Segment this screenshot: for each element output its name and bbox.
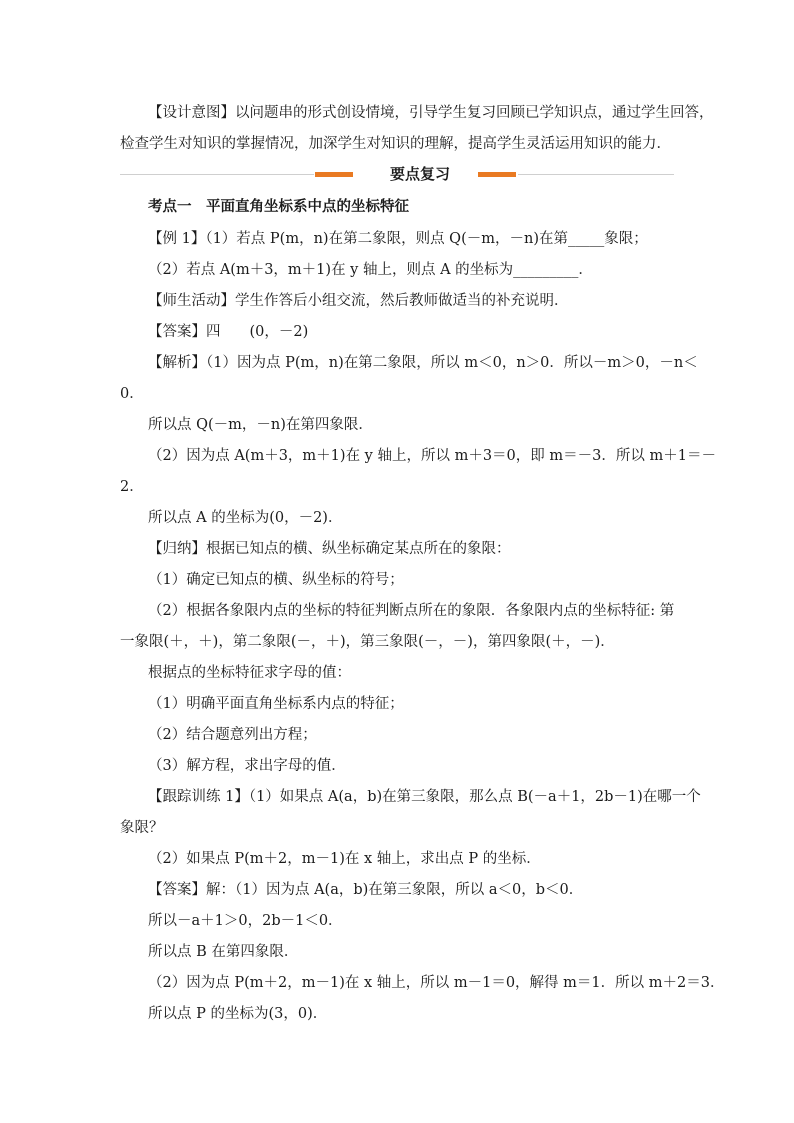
analysis-1-line-a: 【解析】（1）因为点 P(m，n)在第二象限，所以 m＜0，n＞0．所以－m＞0，－n＜	[148, 355, 698, 371]
design-intent-line-2: 检查学生对知识的掌握情况，加深学生对知识的理解，提高学生灵活运用知识的能力．	[120, 136, 671, 152]
header-accent-bar-right	[478, 172, 516, 177]
summary-point-3: （3）解方程，求出字母的值．	[148, 758, 346, 774]
practice-1-answer-3: 所以点 B 在第四象限．	[148, 944, 299, 960]
header-rule-left	[120, 174, 314, 175]
practice-1-answer-4: （2）因为点 P(m＋2，m－1)在 x 轴上，所以 m－1＝0，解得 m＝1．所以 m＋2＝3．	[148, 975, 725, 991]
practice-1-q1a: 【跟踪训练 1】（1）如果点 A(a，b)在第三象限，那么点 B(－a＋1，2b－1)在哪一个	[148, 789, 701, 805]
practice-1-answer-5: 所以点 P 的坐标为(3，0)．	[148, 1006, 328, 1022]
kaodian-heading: 考点一 平面直角坐标系中点的坐标特征	[148, 198, 409, 215]
example-1-q2: （2）若点 A(m＋3，m＋1)在 y 轴上，则点 A 的坐标为_________．	[148, 262, 593, 278]
summary-step-1: （1）确定已知点的横、纵坐标的符号；	[148, 572, 404, 588]
summary-point-2: （2）结合题意列出方程；	[148, 727, 317, 743]
analysis-1-line-b: 0．	[120, 386, 144, 402]
practice-1-answer-2: 所以－a＋1＞0，2b－1＜0．	[148, 913, 343, 929]
example-1-q1: 【例 1】（1）若点 P(m，n)在第二象限，则点 Q(－m，－n)在第_____象限；	[148, 231, 648, 247]
practice-1-q2: （2）如果点 P(m＋2，m－1)在 x 轴上，求出点 P 的坐标．	[148, 851, 541, 867]
practice-1-q1b: 象限？	[120, 820, 164, 836]
design-intent-line-1: 【设计意图】以问题串的形式创设情境，引导学生复习回顾已学知识点，通过学生回答，	[148, 105, 714, 121]
analysis-1-line-c: 所以点 Q(－m，－n)在第四象限．	[148, 417, 373, 433]
section-title: 要点复习	[389, 165, 450, 183]
practice-1-answer-1: 【答案】解：（1）因为点 A(a，b)在第三象限，所以 a＜0，b＜0．	[148, 882, 584, 898]
section-header	[120, 160, 674, 190]
summary-point-1: （1）明确平面直角坐标系内点的特征；	[148, 696, 404, 712]
analysis-2-line-c: 所以点 A 的坐标为(0，－2)．	[148, 510, 343, 526]
summary-title: 【归纳】根据已知点的横、纵坐标确定某点所在的象限：	[148, 541, 511, 557]
summary-step-2b: 一象限(＋，＋)，第二象限(－，＋)，第三象限(－，－)，第四象限(＋，－)．	[120, 634, 615, 650]
example-1-answer: 【答案】四 (0，－2)	[148, 324, 309, 340]
header-accent-bar-left	[315, 172, 353, 177]
analysis-2-line-b: 2．	[120, 479, 144, 495]
summary-step-2a: （2）根据各象限内点的坐标的特征判断点所在的象限．各象限内点的坐标特征: 第	[148, 603, 675, 619]
summary-title-2: 根据点的坐标特征求字母的值：	[148, 665, 351, 681]
header-rule-right	[518, 174, 674, 175]
teacher-student-activity: 【师生活动】学生作答后小组交流，然后教师做适当的补充说明．	[148, 293, 569, 309]
analysis-2-line-a: （2）因为点 A(m＋3，m＋1)在 y 轴上，所以 m＋3＝0，即 m＝－3．所以 m＋1＝－	[148, 448, 716, 464]
